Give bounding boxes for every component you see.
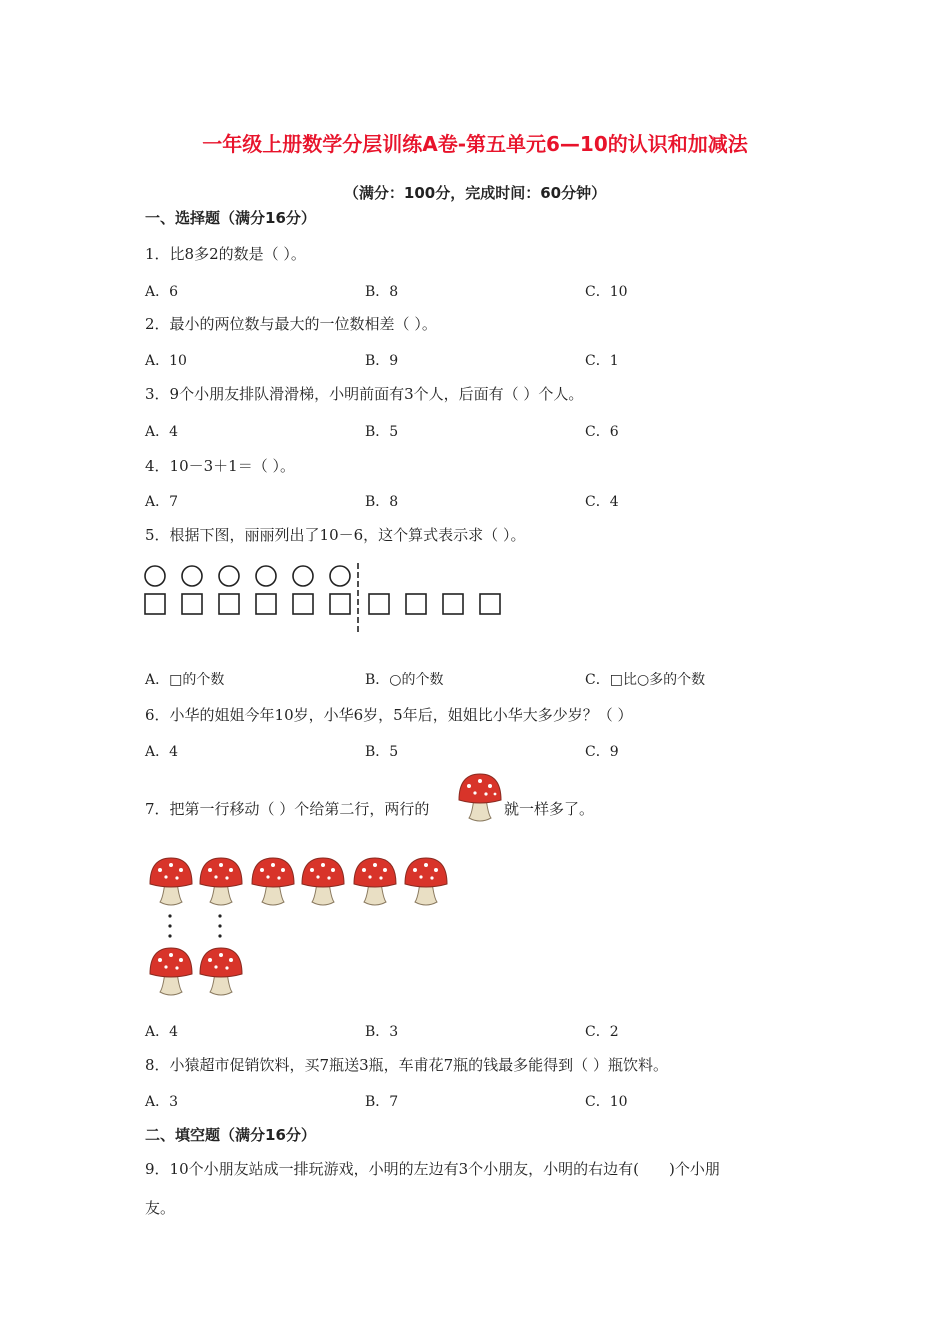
q7-option-b: B．3 — [365, 1024, 399, 1040]
q6-option-b: B．5 — [365, 744, 399, 760]
q5-option-a: A．□的个数 — [145, 672, 225, 688]
figure-circle — [330, 566, 350, 586]
q3-option-b: B．5 — [365, 424, 399, 440]
q5-option-b: B．○的个数 — [365, 672, 444, 688]
mushroom-icon — [148, 856, 194, 908]
vertical-dots — [150, 912, 220, 942]
mushroom-icon — [198, 856, 244, 908]
circles-squares-figure — [140, 563, 500, 633]
question-7-text: 7．把第一行移动（ ）个给第二行，两行的 — [145, 800, 430, 818]
q7-option-c: C．2 — [585, 1024, 619, 1040]
mushroom-icon — [457, 772, 503, 824]
q4-option-a: A．7 — [145, 494, 179, 510]
question-5: 5．根据下图，丽丽列出了10－6，这个算式表示求（ ）。 — [145, 526, 526, 544]
figure-square — [182, 594, 202, 614]
question-7-text-end: 就一样多了。 — [504, 800, 595, 818]
mushroom-icon — [148, 946, 194, 998]
mushroom-icon — [403, 856, 449, 908]
q1-option-b: B．8 — [365, 284, 399, 300]
figure-square — [256, 594, 276, 614]
figure-square — [219, 594, 239, 614]
q8-option-a: A．3 — [145, 1094, 179, 1110]
q6-option-a: A．4 — [145, 744, 179, 760]
q6-option-c: C．9 — [585, 744, 619, 760]
figure-square — [330, 594, 350, 614]
figure-square — [406, 594, 426, 614]
figure-circle — [145, 566, 165, 586]
mushroom-icon — [352, 856, 398, 908]
q8-option-b: B．7 — [365, 1094, 399, 1110]
q5-option-c: C．□比○多的个数 — [585, 672, 706, 688]
question-4: 4．10－3＋1＝（ ）。 — [145, 457, 295, 475]
figure-circle — [219, 566, 239, 586]
figure-square — [145, 594, 165, 614]
figure-square — [369, 594, 389, 614]
question-1: 1．比8多2的数是（ ）。 — [145, 245, 306, 263]
q4-option-b: B．8 — [365, 494, 399, 510]
question-9-line1: 9．10个小朋友站成一排玩游戏，小明的左边有3个小朋友，小明的右边有( )个小朋 — [145, 1160, 720, 1178]
q2-option-a: A．10 — [145, 353, 187, 369]
question-3: 3．9个小朋友排队滑滑梯，小明前面有3个人，后面有（ ）个人。 — [145, 385, 584, 403]
q1-option-a: A．6 — [145, 284, 179, 300]
mushroom-icon — [250, 856, 296, 908]
question-6: 6．小华的姐姐今年10岁，小华6岁，5年后，姐姐比小华大多少岁？（ ） — [145, 706, 633, 724]
question-8: 8．小猿超市促销饮料，买7瓶送3瓶，车甫花7瓶的钱最多能得到（ ）瓶饮料。 — [145, 1056, 668, 1074]
mushroom-icon — [300, 856, 346, 908]
question-9-line2: 友。 — [145, 1199, 176, 1217]
figure-circle — [293, 566, 313, 586]
figure-circle — [256, 566, 276, 586]
q2-option-b: B．9 — [365, 353, 399, 369]
figure-square — [293, 594, 313, 614]
question-2: 2．最小的两位数与最大的一位数相差（ ）。 — [145, 315, 437, 333]
section-heading-fill: 二、填空题（满分16分） — [145, 1126, 316, 1144]
q1-option-c: C．10 — [585, 284, 628, 300]
q4-option-c: C．4 — [585, 494, 619, 510]
q8-option-c: C．10 — [585, 1094, 628, 1110]
q3-option-c: C．6 — [585, 424, 619, 440]
section-heading-choice: 一、选择题（满分16分） — [145, 209, 316, 227]
figure-square — [480, 594, 500, 614]
q3-option-a: A．4 — [145, 424, 179, 440]
score-time-note: （满分：100分，完成时间：60分钟） — [343, 184, 607, 202]
figure-square — [443, 594, 463, 614]
page-title: 一年级上册数学分层训练A卷-第五单元6—10的认识和加减法 — [202, 132, 748, 156]
figure-circle — [182, 566, 202, 586]
q2-option-c: C．1 — [585, 353, 619, 369]
q7-option-a: A．4 — [145, 1024, 179, 1040]
mushroom-icon — [198, 946, 244, 998]
